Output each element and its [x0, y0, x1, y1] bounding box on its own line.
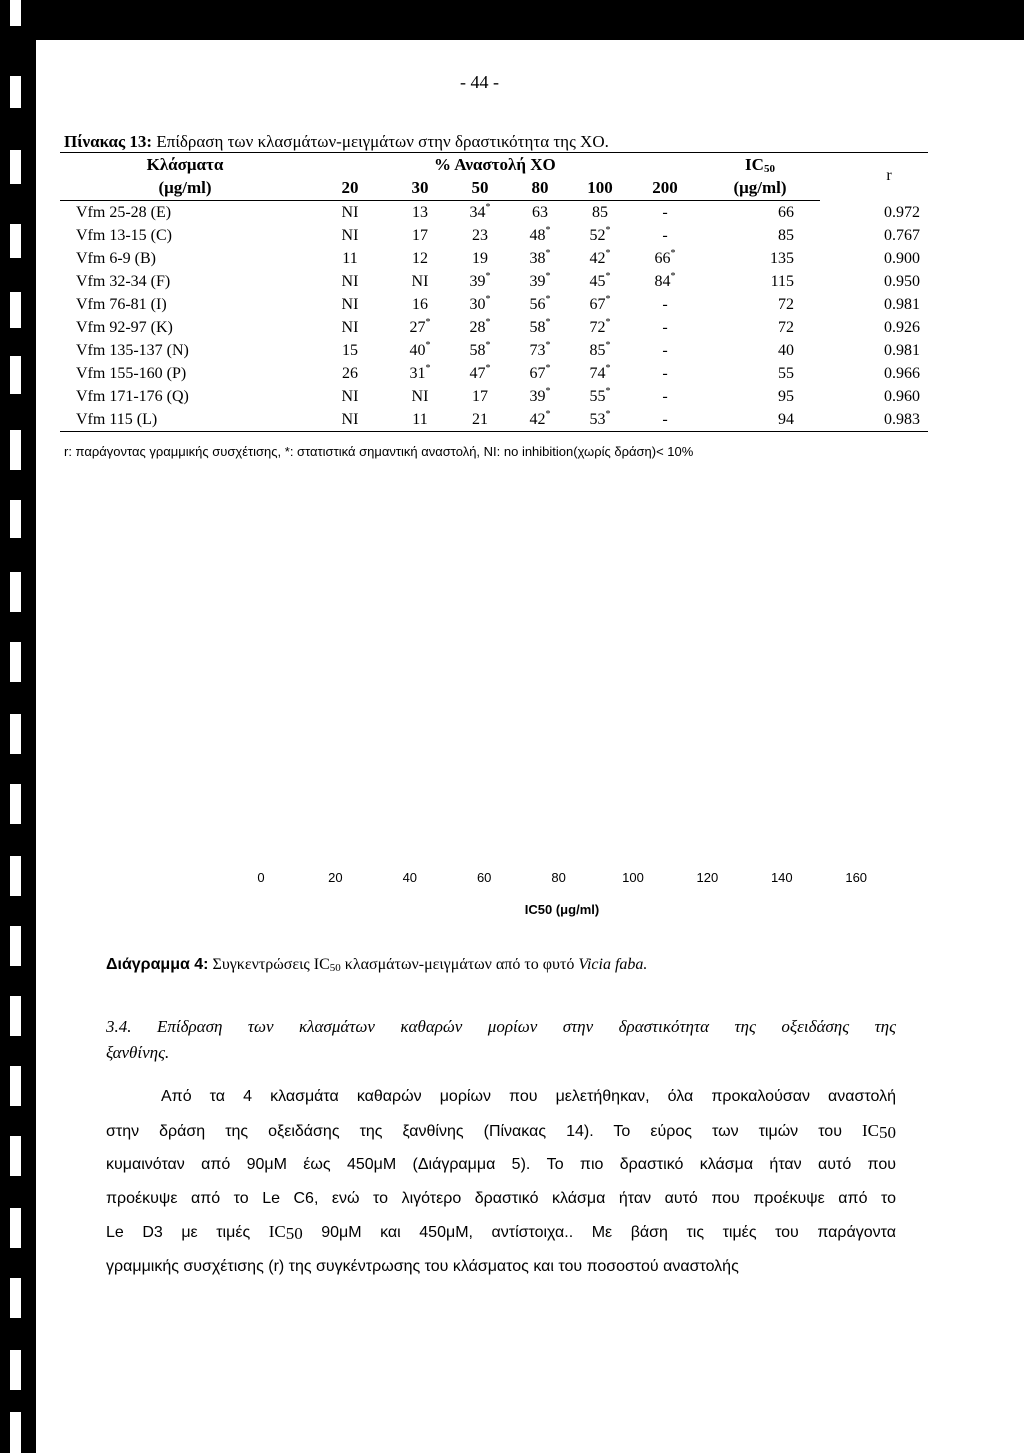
inhibition-cell: 39*	[529, 271, 551, 290]
inhibition-cell: 23	[472, 227, 488, 244]
inhibition-cell: 52*	[589, 225, 611, 244]
inhibition-cell: 85	[592, 204, 608, 221]
inhibition-cell: 48*	[529, 225, 551, 244]
inhibition-table	[60, 152, 928, 432]
inhibition-cell: -	[630, 408, 700, 432]
inhibition-cell: 58*	[469, 340, 491, 359]
inhibition-cell: NI	[341, 319, 359, 336]
inhibition-cell: 47*	[469, 363, 491, 382]
inhibition-cell: 30*	[469, 294, 491, 313]
fraction-name: Vfm 115 (L)	[60, 408, 310, 432]
inhibition-cell: NI	[341, 227, 359, 244]
paragraph-line: γραμμικής συσχέτισης (r) της συγκέντρωσης του κλάσματος και του ποσοστού αναστολής	[106, 1257, 739, 1275]
scan-edge-mark	[10, 1350, 21, 1390]
ic50-cell: 66	[778, 204, 794, 221]
x-tick-label: 0	[257, 870, 265, 885]
header-inhibition: % Αναστολή ΧΟ	[390, 153, 630, 178]
inhibition-cell: -	[662, 204, 668, 221]
r-cell: 0.966	[884, 365, 920, 382]
inhibition-cell: 31*	[409, 363, 431, 382]
inhibition-cell: 21	[450, 408, 510, 432]
inhibition-cell: 45*	[589, 271, 611, 290]
header-conc: 20	[310, 177, 390, 201]
inhibition-cell: 67*	[589, 294, 611, 313]
inhibition-cell: 67*	[529, 363, 551, 382]
fraction-name: Vfm 76-81 (I)	[76, 296, 167, 313]
table-header-row	[60, 177, 928, 201]
r-cell: 0.767	[884, 227, 920, 244]
section-title-line1: Επίδραση των κλασμάτων καθαρών μορίων στην δραστικότητα της οξειδάσης της	[156, 1017, 896, 1036]
inhibition-cell: 12	[412, 250, 428, 267]
table-row	[60, 293, 928, 316]
scan-edge-mark	[10, 714, 21, 754]
scan-edge-mark	[10, 76, 21, 108]
inhibition-cell: 39*	[529, 386, 551, 405]
inhibition-cell: 11	[390, 408, 450, 432]
page-number: - 44 -	[460, 72, 499, 92]
scan-edge-mark	[10, 1066, 21, 1106]
table-row	[60, 201, 928, 225]
inhibition-cell: 17	[412, 227, 428, 244]
fraction-name: Vfm 92-97 (K)	[76, 319, 173, 336]
fraction-name: Vfm 32-34 (F)	[76, 273, 171, 290]
table-row	[60, 224, 928, 247]
header-conc: 50	[450, 177, 510, 201]
table-footnote: r: παράγοντας γραμμικής συσχέτισης, *: στατιστικά σημαντική αναστολή, NI: no inhibition(χωρίς δράση)< 10%	[64, 444, 694, 459]
inhibition-cell: -	[662, 388, 668, 405]
x-tick-label: 140	[770, 870, 793, 885]
paragraph-line: Le D3 με τιμές $IC_{50}$ 90μM και 450μM, αντίστοιχα.. Με βάση τις τιμές του παράγοντα	[106, 1222, 896, 1243]
header-ic50: $IC_{50}$	[700, 153, 820, 178]
fraction-name: Vfm 25-28 (E)	[76, 204, 172, 221]
ic50-cell: 40	[778, 342, 794, 359]
diagram-label: Διάγραμμα 4:	[106, 956, 209, 973]
inhibition-cell: NI	[411, 273, 429, 290]
inhibition-cell: 53*	[570, 408, 630, 432]
scan-edge-mark	[10, 1412, 21, 1453]
inhibition-cell: NI	[341, 388, 359, 405]
inhibition-cell: 85*	[589, 340, 611, 359]
inhibition-cell: 11	[342, 250, 358, 267]
paragraph-line: στην δράση της οξειδάσης της ξανθίνης (Πίνακας 14). Το εύρος των τιμών του $IC_{50}$	[106, 1120, 896, 1142]
inhibition-cell: 13	[412, 204, 428, 221]
inhibition-cell: 19	[472, 250, 488, 267]
bar	[261, 531, 689, 545]
table-label: Πίνακας 13:	[64, 132, 153, 151]
inhibition-cell: 27*	[409, 317, 431, 336]
r-cell: 0.926	[884, 319, 920, 336]
inhibition-cell: 74*	[589, 363, 611, 382]
scan-edge-mark	[10, 430, 21, 470]
r-cell: 0.981	[884, 342, 920, 359]
bar	[261, 640, 577, 654]
ic50-cell: 135	[770, 250, 794, 267]
inhibition-cell: 28*	[469, 317, 491, 336]
table-row	[60, 316, 928, 339]
inhibition-cell: 16	[412, 296, 428, 313]
header-conc: 80	[510, 177, 570, 201]
table-row	[60, 385, 928, 408]
inhibition-cell: 38*	[529, 248, 551, 267]
paragraph-line: προέκυψε από το Le C6, ενώ το λιγότερο δραστικό κλάσμα ήταν αυτό που προέκυψε από το	[106, 1189, 896, 1207]
scan-edge-mark	[10, 150, 21, 184]
table-title: Επίδραση των κλασμάτων-μειγμάτων στην δραστικότητα της ΧΟ.	[152, 132, 609, 151]
scan-edge-mark	[10, 642, 21, 682]
inhibition-cell: -	[662, 365, 668, 382]
table-row	[60, 408, 928, 432]
r-cell: 0.972	[884, 203, 920, 221]
ic50-cell: 95	[778, 388, 794, 405]
table-row	[60, 362, 928, 385]
r-cell: 0.981	[884, 296, 920, 313]
scan-edge-mark	[10, 0, 21, 26]
r-cell: 0.900	[884, 250, 920, 267]
scan-edge-mark	[10, 500, 21, 538]
scan-edge-mark	[10, 292, 21, 328]
scan-edge-mark	[10, 1278, 21, 1318]
inhibition-cell: 73*	[529, 340, 551, 359]
ic50-cell: 55	[778, 365, 794, 382]
inhibition-cell: 17	[472, 388, 488, 405]
fraction-name: Vfm 135-137 (N)	[76, 342, 189, 359]
section-number: 3.4.	[106, 1017, 132, 1036]
ic50-cell: 115	[770, 273, 794, 290]
header-conc: 200	[630, 177, 700, 201]
scan-edge-mark	[10, 856, 21, 896]
scan-edge-mark	[10, 1208, 21, 1248]
ic50-cell: 85	[778, 227, 794, 244]
inhibition-cell: 42*	[589, 248, 611, 267]
x-axis-label: IC50 (μg/ml)	[524, 902, 600, 917]
scan-edge-mark	[10, 926, 21, 966]
section-heading	[106, 1012, 896, 1042]
inhibition-cell: 56*	[529, 294, 551, 313]
fraction-name: Vfm 171-176 (Q)	[76, 388, 189, 405]
bar	[261, 567, 614, 581]
bar	[261, 713, 529, 727]
ic50-cell: 72	[778, 296, 794, 313]
scan-edge-mark	[10, 784, 21, 824]
body-paragraph	[106, 1080, 896, 1283]
paragraph-line: κυμαινόταν από 90μM έως 450μM (Διάγραμμα 5). Το πιο δραστικό κλάσμα ήταν αυτό που	[106, 1156, 896, 1173]
scan-edge-mark	[10, 996, 21, 1036]
x-tick-label: 80	[551, 870, 566, 885]
inhibition-cell: NI	[310, 408, 390, 432]
scan-edge-mark	[10, 572, 21, 612]
fraction-name: Vfm 13-15 (C)	[76, 227, 172, 244]
inhibition-cell: NI	[411, 388, 429, 405]
inhibition-cell: NI	[341, 296, 359, 313]
ic50-bar-chart	[200, 480, 900, 920]
inhibition-cell: -	[662, 342, 668, 359]
x-tick-label: 60	[476, 870, 492, 885]
fraction-name: Vfm 155-160 (P)	[76, 365, 187, 382]
inhibition-cell: 15	[342, 342, 358, 359]
header-fraction: Κλάσματα	[60, 153, 310, 178]
inhibition-cell: 34*	[469, 202, 491, 221]
inhibition-cell: NI	[341, 273, 359, 290]
inhibition-cell: 63	[532, 204, 548, 221]
inhibition-cell: NI	[341, 204, 359, 221]
inhibition-cell: 39*	[469, 271, 491, 290]
table-row	[60, 270, 928, 293]
ic50-cell: 94	[700, 408, 820, 432]
x-tick-label: 100	[622, 870, 644, 885]
table-caption	[64, 132, 609, 152]
scan-edge-mark	[10, 224, 21, 258]
inhibition-cell: 42*	[510, 408, 570, 432]
r-cell: 0.950	[884, 273, 920, 290]
x-tick-label: 20	[328, 870, 343, 885]
inhibition-cell: 26	[342, 365, 358, 382]
inhibition-cell: 58*	[529, 317, 551, 336]
header-ic50-unit: (μg/ml)	[700, 177, 820, 201]
inhibition-cell: -	[662, 296, 668, 313]
scan-edge-mark	[10, 1136, 21, 1176]
header-r: r	[820, 153, 928, 201]
section-title-line2: ξανθίνης.	[106, 1043, 170, 1062]
x-tick-label: 160	[845, 870, 868, 885]
paragraph-line: Από τα 4 κλασμάτα καθαρών μορίων που μελετήθηκαν, όλα προκαλούσαν αναστολή	[161, 1088, 896, 1105]
r-cell: 0.983	[820, 408, 928, 432]
inhibition-cell: 55*	[589, 386, 611, 405]
fraction-name: Vfm 6-9 (B)	[76, 250, 156, 267]
scan-edge-mark	[10, 356, 21, 394]
inhibition-cell: 66*	[654, 248, 676, 267]
table-header-row	[60, 153, 928, 178]
header-fraction-unit: (μg/ml)	[60, 177, 310, 201]
x-tick-label: 120	[696, 870, 719, 885]
bar	[261, 604, 611, 618]
inhibition-cell: 72*	[589, 317, 611, 336]
table-row	[60, 339, 928, 362]
table-row	[60, 247, 928, 270]
ic50-cell: 72	[778, 319, 794, 336]
inhibition-cell: 40*	[409, 340, 431, 359]
bar	[261, 494, 763, 508]
header-conc: 100	[570, 177, 630, 201]
x-tick-label: 40	[402, 870, 418, 885]
r-cell: 0.960	[884, 388, 920, 405]
inhibition-cell: -	[662, 319, 668, 336]
diagram-caption: Διάγραμμα 4: Συγκεντρώσεις $IC_{50}$ κλασμάτων-μειγμάτων από το φυτό Vicia faba.	[106, 956, 648, 974]
species-name: Vicia faba.	[578, 956, 648, 973]
inhibition-cell: -	[662, 227, 668, 244]
header-conc: 30	[390, 177, 450, 201]
inhibition-cell: 84*	[654, 271, 676, 290]
